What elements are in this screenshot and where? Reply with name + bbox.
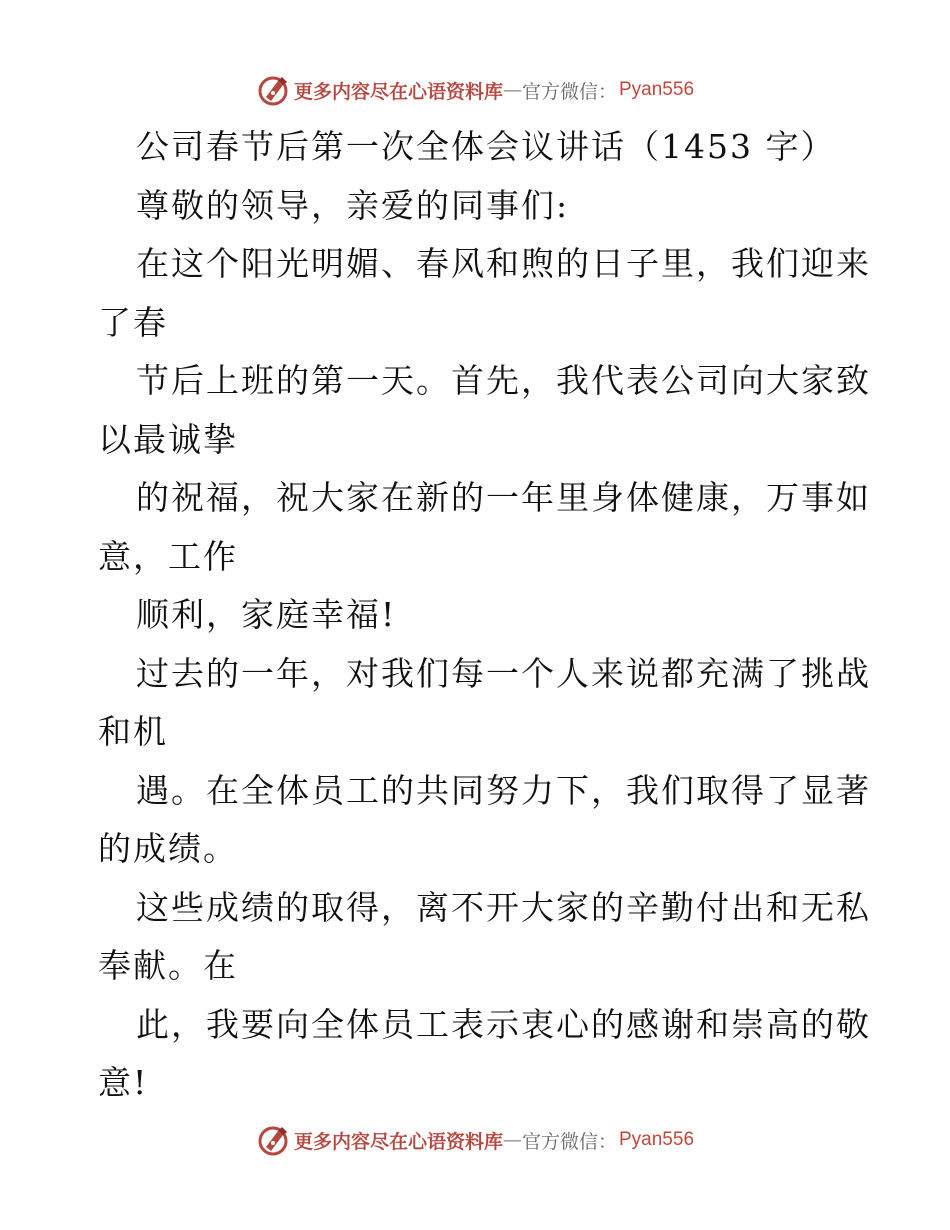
document-title: 公司春节后第一次全体会议讲话（1453 字） [136,127,836,166]
footer-wechat-id: Pyan556 [619,1129,695,1150]
document-body [98,118,871,1113]
paragraph-line: 了春 [98,302,168,342]
paragraph-line: 节后上班的第一天。首先，我代表公司向大家致 [136,361,871,400]
header-wechat-label: 官方微信： [521,80,617,103]
paragraph-line: 意，工作 [98,536,238,576]
paragraph-line: 这些成绩的取得，离不开大家的辛勤付出和无私 [136,887,871,927]
pen-nib-logo-icon [256,73,290,107]
header-banner-dash: — [502,79,522,101]
document-salutation: 尊敬的领导，亲爱的同事们: [136,185,570,225]
paragraph-line: 遇。在全体员工的共同努力下，我们取得了显著 [136,770,871,810]
header-wechat-id: Pyan556 [619,79,695,100]
footer-banner-text: 更多内容尽在心语资料库 [293,1130,503,1153]
paragraph-line: 过去的一年，对我们每一个人来说都充满了挑战 [136,653,871,693]
footer-wechat-label: 官方微信： [521,1130,617,1153]
paragraph-line: 和机 [98,712,168,751]
paragraph-line: 的成绩。 [98,829,238,868]
footer-watermark-banner [0,1120,950,1160]
header-watermark-banner [0,70,950,110]
paragraph-line: 顺利，家庭幸福! [136,595,397,634]
paragraph-line: 此，我要向全体员工表示衷心的感谢和崇高的敬 [136,1004,871,1044]
paragraph-line: 意! [98,1063,149,1102]
paragraph-line: 的祝福，祝大家在新的一年里身体健康，万事如 [136,478,871,517]
footer-banner-dash: — [502,1129,522,1151]
paragraph-line: 以最诚挚 [98,419,238,459]
paragraph-line: 奉献。在 [98,946,238,985]
header-banner-text: 更多内容尽在心语资料库 [293,80,503,103]
paragraph-line: 在这个阳光明媚、春风和煦的日子里，我们迎来 [136,244,871,283]
pen-nib-logo-icon [256,1123,290,1157]
